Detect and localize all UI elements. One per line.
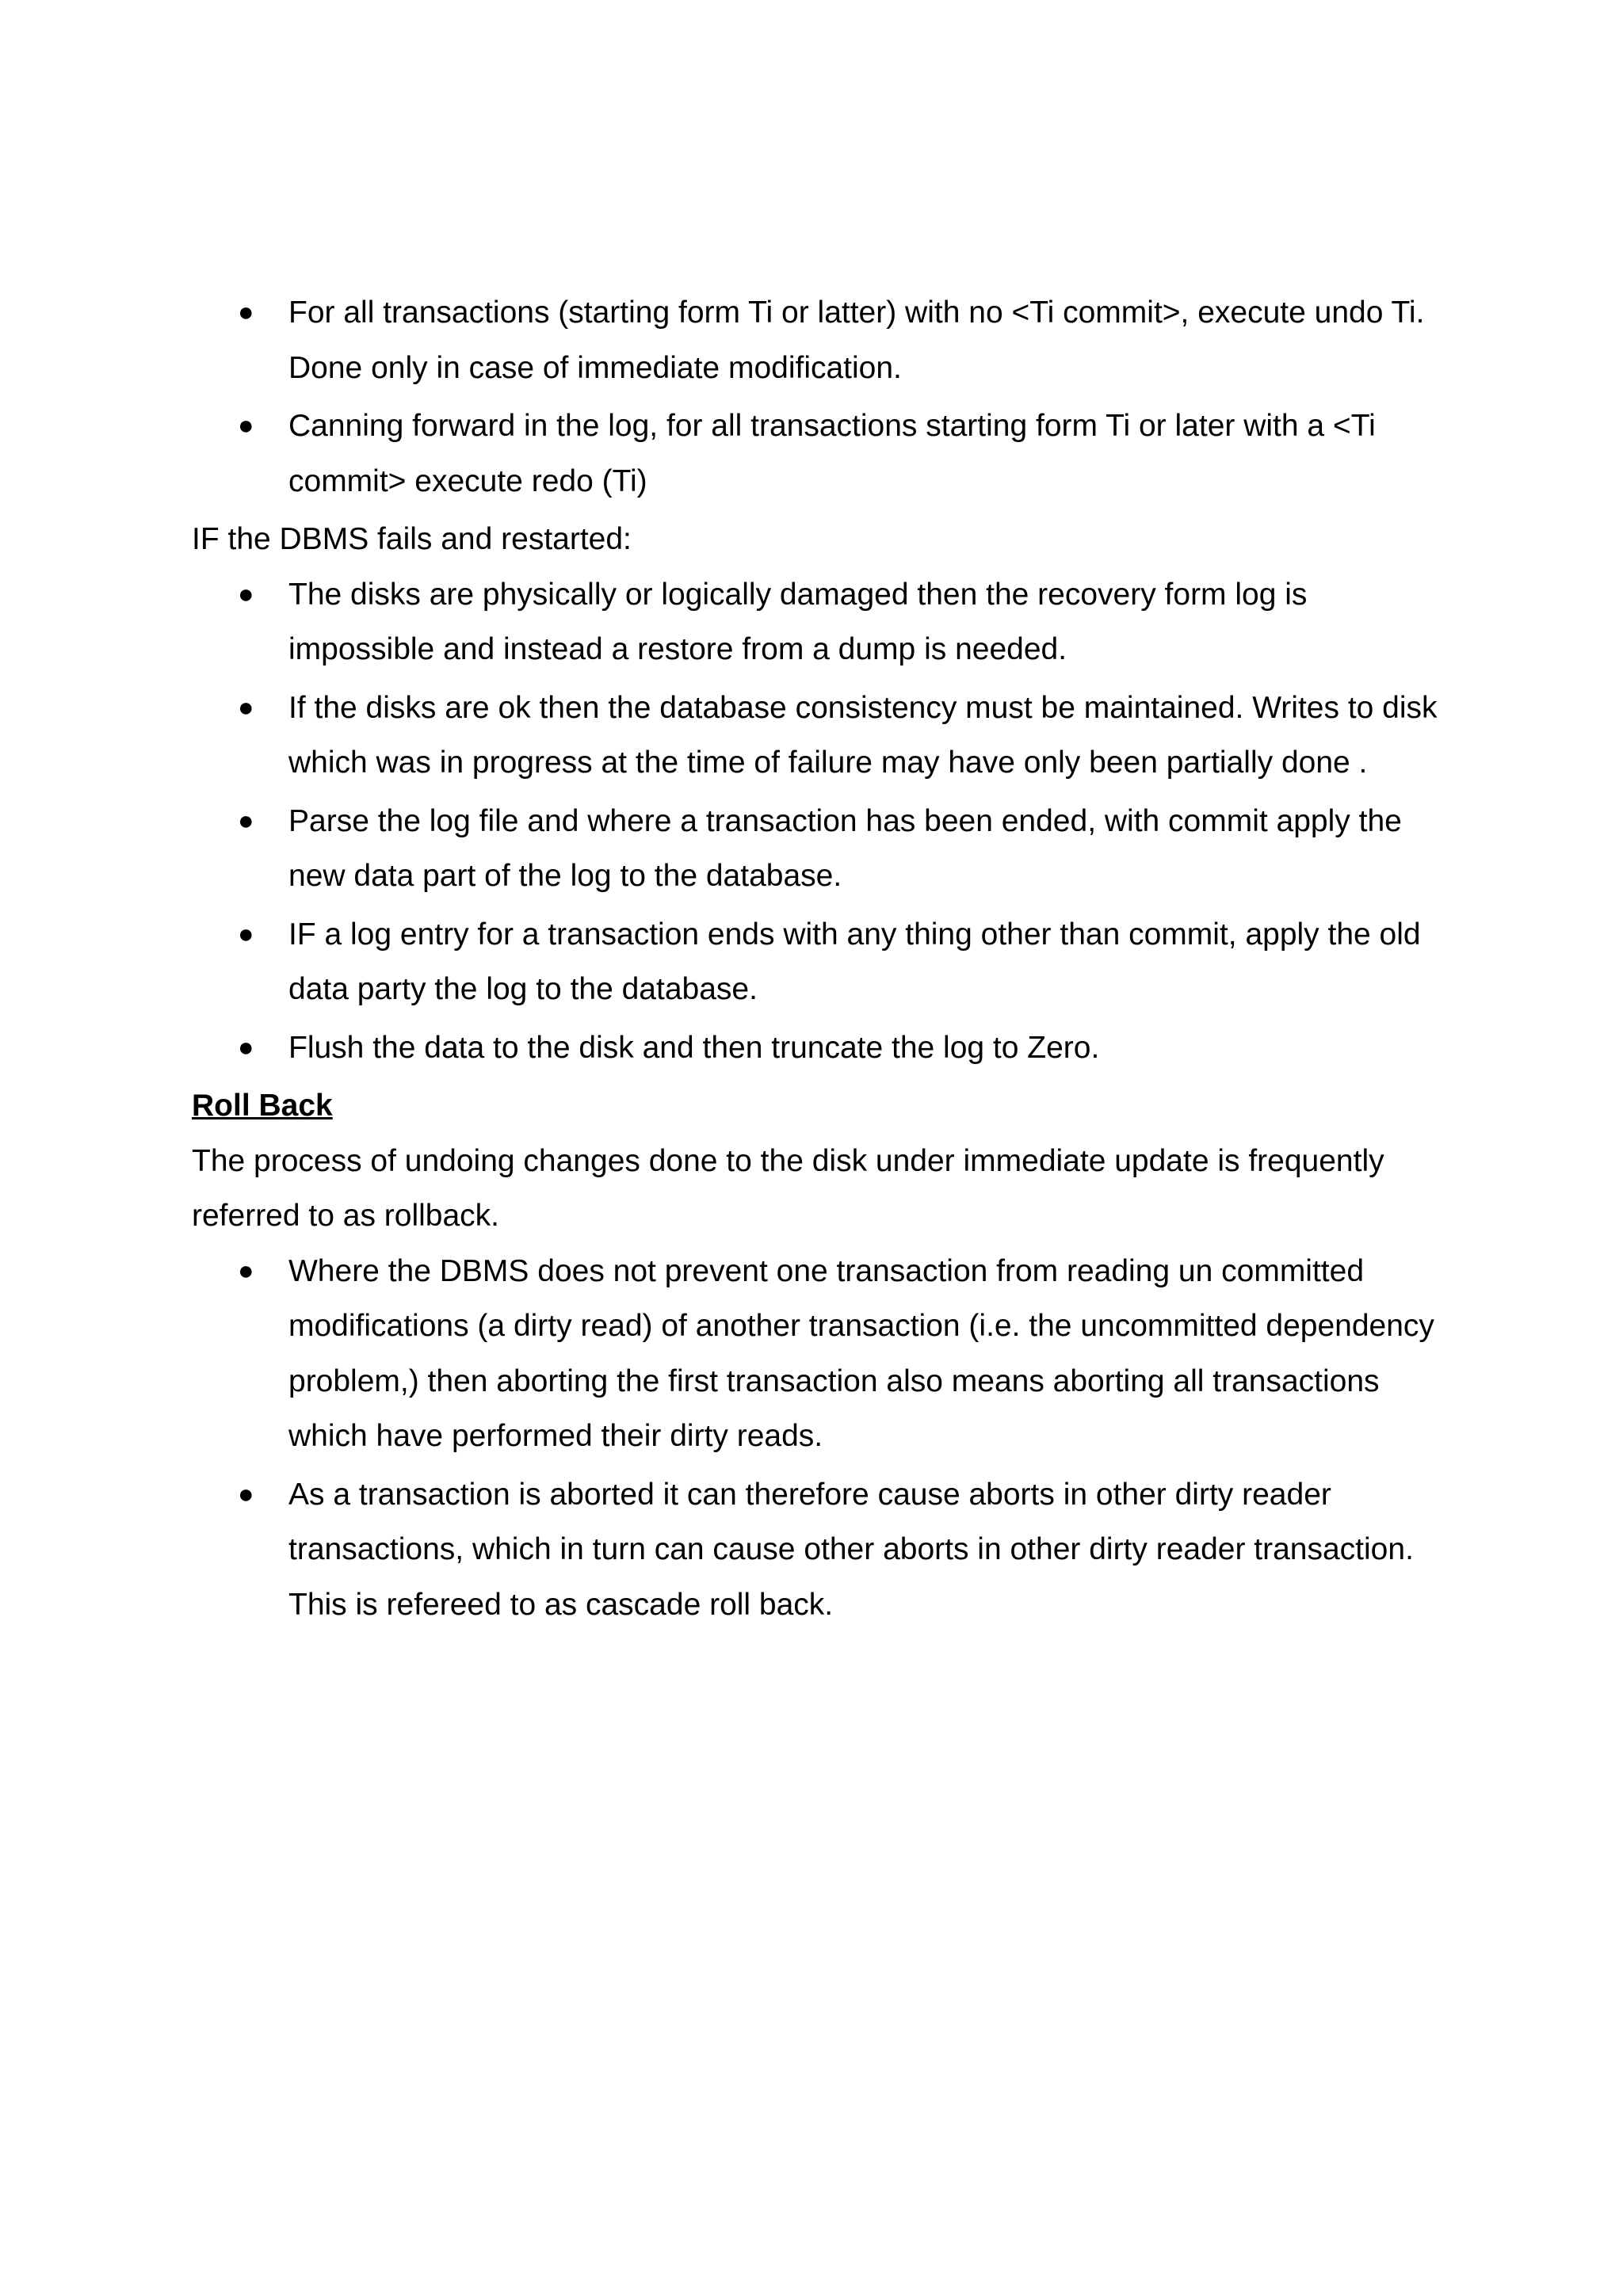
undo-redo-list bbox=[192, 285, 1460, 509]
roll-back-intro: The process of undoing changes done to the disk under immediate update is frequently referred to as rollback. bbox=[192, 1143, 1384, 1233]
list-item-text: If the disks are ok then the database consistency must be maintained. Writes to disk which was in progress at the time of failure may have only been partially done . bbox=[288, 690, 1438, 780]
cascade-note: This is refereed to as cascade roll back. bbox=[288, 1587, 834, 1622]
bullet-icon: ● bbox=[238, 805, 254, 836]
roll-back-list bbox=[192, 1244, 1460, 1633]
bullet-icon: ● bbox=[238, 918, 254, 949]
bullet-icon: ● bbox=[238, 578, 254, 609]
list-item bbox=[238, 285, 1460, 395]
list-item-text: For all transactions (starting form Ti or latter) with no <Ti commit>, execute undo Ti. Done only in case of immediate modification. bbox=[288, 296, 1425, 385]
restart-list bbox=[192, 567, 1460, 1076]
list-item bbox=[238, 681, 1460, 791]
list-item-text: IF a log entry for a transaction ends with any thing other than commit, apply the old data party the log to the database. bbox=[288, 917, 1421, 1006]
list-item-text: Canning forward in the log, for all transactions starting form Ti or later with a <Ti commit> execute redo (Ti) bbox=[288, 409, 1376, 498]
list-item bbox=[238, 567, 1460, 677]
list-item bbox=[238, 1467, 1460, 1633]
list-item-text: Where the DBMS does not prevent one transaction from reading un committed modifications (a dirty read) of another transaction (i.e. the uncommitted dependency problem,) then aborting the first transaction also means aborting all transactions which have performed their dirty reads. bbox=[288, 1253, 1434, 1453]
list-item-text: Flush the data to the disk and then truncate the log to Zero. bbox=[288, 1030, 1100, 1065]
list-item bbox=[238, 399, 1460, 509]
list-item bbox=[238, 1020, 1460, 1076]
bullet-icon: ● bbox=[238, 410, 254, 441]
bullet-icon: ● bbox=[238, 692, 254, 723]
list-item bbox=[238, 907, 1460, 1017]
list-item-text: Parse the log file and where a transaction has been ended, with commit apply the new data part of the log to the database. bbox=[288, 803, 1402, 893]
list-item-text: The disks are physically or logically damaged then the recovery form log is impossible and instead a restore from a dump is needed. bbox=[288, 577, 1308, 666]
roll-back-heading: Roll Back bbox=[192, 1089, 333, 1123]
bullet-icon: ● bbox=[238, 1032, 254, 1062]
list-item bbox=[238, 794, 1460, 904]
list-item-text: As a transaction is aborted it can therefore cause aborts in other dirty reader transactions, which in turn can cause other aborts in other dirty reader transaction. bbox=[288, 1477, 1414, 1566]
bullet-icon: ● bbox=[238, 1255, 254, 1286]
bullet-icon: ● bbox=[238, 1478, 254, 1509]
restart-intro: IF the DBMS fails and restarted: bbox=[192, 522, 632, 556]
bullet-icon: ● bbox=[238, 297, 254, 327]
list-item bbox=[238, 1244, 1460, 1464]
document-body bbox=[192, 285, 1460, 1635]
